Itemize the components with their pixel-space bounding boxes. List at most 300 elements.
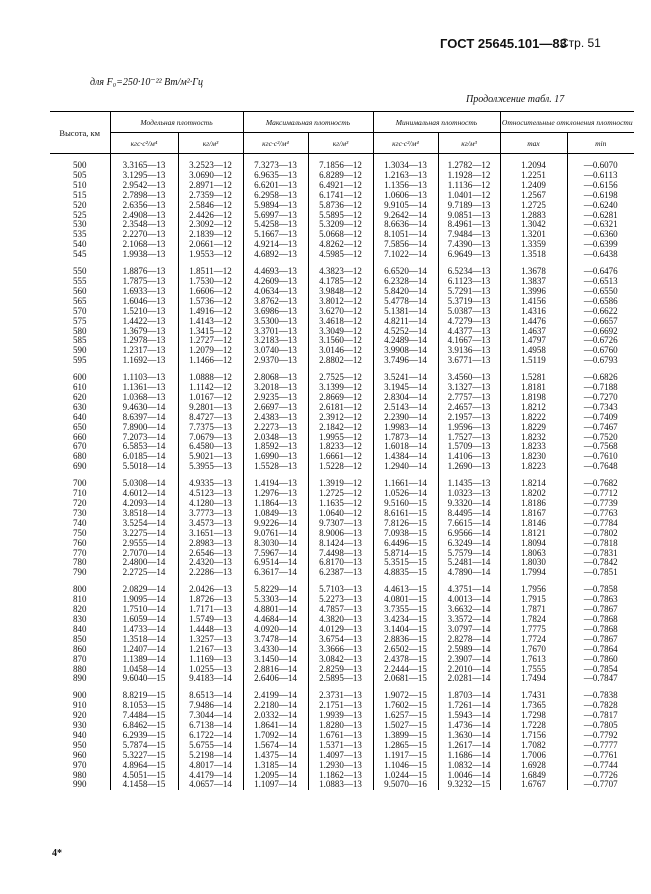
cell-min-kg: 9.0851—13 <box>438 211 500 221</box>
cell-max-kg: 4.8262—12 <box>308 240 373 250</box>
cell-rel-max: 1.2409 <box>500 181 567 191</box>
cell-rel-max: 1.8223 <box>500 462 567 472</box>
cell-min-kgs: 1.0526—14 <box>373 489 438 499</box>
cell-min-kg: 9.3232—15 <box>438 780 500 790</box>
cell-model-kgs: 2.6356—13 <box>110 201 178 211</box>
cell-min-kgs: 4.2489—14 <box>373 336 438 346</box>
cell-min-kg: 3.9136—13 <box>438 346 500 356</box>
cell-rel-min: —0.6360 <box>567 230 634 240</box>
cell-height: 990 <box>73 779 87 790</box>
cell-rel-min: —0.7805 <box>567 721 634 731</box>
cell-min-kg: 1.3630—14 <box>438 731 500 741</box>
cell-height: 565 <box>73 295 87 306</box>
cell-max-kg: 3.3049—12 <box>308 327 373 337</box>
cell-min-kg: 3.3572—14 <box>438 615 500 625</box>
cell-height: 505 <box>73 169 87 180</box>
cell-rel-max: 1.7613 <box>500 655 567 665</box>
cell-max-kg: 7.4498—13 <box>308 549 373 559</box>
cell-max-kgs: 8.3030—14 <box>243 539 308 549</box>
cell-rel-max: 1.2725 <box>500 201 567 211</box>
cell-max-kgs: 1.6990—13 <box>243 452 308 462</box>
unit-rel-max: max <box>500 133 567 154</box>
continuation-note: Продолжение табл. 17 <box>466 94 565 105</box>
cell-min-kgs: 1.1046—15 <box>373 761 438 771</box>
cell-max-kg: 2.6181—12 <box>308 403 373 413</box>
cell-model-kg: 1.4916—12 <box>178 307 243 317</box>
cell-max-kg: 3.0842—13 <box>308 655 373 665</box>
cell-min-kg: 2.5989—14 <box>438 645 500 655</box>
cell-min-kgs: 5.8420—14 <box>373 287 438 297</box>
cell-max-kgs: 1.8641—14 <box>243 721 308 731</box>
cell-rel-max: 1.8202 <box>500 489 567 499</box>
cell-min-kg: 7.4390—13 <box>438 240 500 250</box>
unit-model-kg: кг/м³ <box>178 133 243 154</box>
cell-max-kgs: 3.1450—14 <box>243 655 308 665</box>
cell-model-kgs: 2.2725—14 <box>110 568 178 578</box>
cell-model-kgs: 1.9938—13 <box>110 250 178 260</box>
cell-max-kg: 5.2273—13 <box>308 595 373 605</box>
header-rel: Относительные отклонения плотности <box>500 112 634 133</box>
cell-rel-min: —0.6321 <box>567 220 634 230</box>
cell-min-kg: 1.1435—13 <box>438 479 500 489</box>
cell-max-kgs: 1.2095—14 <box>243 771 308 781</box>
cell-max-kgs: 2.0332—14 <box>243 711 308 721</box>
table-row <box>50 780 634 790</box>
cell-max-kgs: 5.8229—14 <box>243 585 308 595</box>
cell-model-kgs: 2.4800—14 <box>110 558 178 568</box>
cell-model-kgs: 4.6012—14 <box>110 489 178 499</box>
cell-rel-min: —0.7343 <box>567 403 634 413</box>
cell-model-kg: 1.8726—13 <box>178 595 243 605</box>
cell-rel-max: 1.3518 <box>500 250 567 260</box>
cell-height: 500 <box>73 160 87 170</box>
cell-min-kgs: 1.5027—15 <box>373 721 438 731</box>
cell-max-kg: 2.3731—13 <box>308 691 373 701</box>
cell-model-kgs: 9.6040—15 <box>110 674 178 684</box>
cell-model-kg: 1.2079—12 <box>178 346 243 356</box>
cell-model-kg: 1.9553—12 <box>178 250 243 260</box>
cell-height: 510 <box>73 179 87 190</box>
cell-model-kgs: 1.0368—13 <box>110 393 178 403</box>
cell-max-kg: 2.7525—12 <box>308 373 373 383</box>
cell-height: 880 <box>73 663 87 674</box>
cell-rel-max: 1.7082 <box>500 741 567 751</box>
cell-height: 840 <box>73 623 87 634</box>
cell-model-kgs: 2.3548—13 <box>110 220 178 230</box>
table-row <box>50 250 634 260</box>
cell-min-kg: 8.4495—14 <box>438 509 500 519</box>
cell-max-kg: 4.7857—13 <box>308 605 373 615</box>
unit-rel-min: min <box>567 133 634 154</box>
cell-rel-max: 1.8233 <box>500 442 567 452</box>
cell-model-kg: 1.0167—12 <box>178 393 243 403</box>
cell-model-kg: 1.2727—12 <box>178 336 243 346</box>
cell-min-kgs: 7.1022—14 <box>373 250 438 260</box>
cell-min-kgs: 6.6520—14 <box>373 267 438 277</box>
cell-max-kgs: 1.2976—13 <box>243 489 308 499</box>
cell-min-kgs: 1.4384—14 <box>373 452 438 462</box>
cell-model-kg: 4.5123—13 <box>178 489 243 499</box>
cell-height: 770 <box>73 547 87 558</box>
header-model: Модельная плотность <box>110 112 243 133</box>
cell-min-kg: 1.4736—14 <box>438 721 500 731</box>
table-header <box>50 112 634 154</box>
cell-min-kg: 6.1123—13 <box>438 277 500 287</box>
unit-min-kgs: кгс·с²/м⁴ <box>373 133 438 154</box>
cell-max-kgs: 3.0740—13 <box>243 346 308 356</box>
cell-model-kgs: 5.0308—14 <box>110 479 178 489</box>
table-row <box>50 356 634 366</box>
cell-max-kg: 4.1785—12 <box>308 277 373 287</box>
unit-max-kg: кг/м³ <box>308 133 373 154</box>
cell-rel-min: —0.7648 <box>567 462 634 472</box>
cell-max-kgs: 1.4194—13 <box>243 479 308 489</box>
cell-rel-min: —0.6760 <box>567 346 634 356</box>
cell-min-kg: 1.0832—14 <box>438 761 500 771</box>
cell-max-kgs: 2.6406—14 <box>243 674 308 684</box>
cell-model-kg: 5.6755—14 <box>178 741 243 751</box>
page-number: Стр. 51 <box>560 36 601 50</box>
cell-rel-min: —0.7777 <box>567 741 634 751</box>
cell-model-kg: 2.7359—12 <box>178 191 243 201</box>
cell-max-kgs: 5.1667—13 <box>243 230 308 240</box>
cell-max-kgs: 6.2958—13 <box>243 191 308 201</box>
cell-height: 515 <box>73 189 87 200</box>
header-min: Минимальная плотность <box>373 112 500 133</box>
cell-height: 620 <box>73 391 87 402</box>
cell-model-kg: 4.9335—13 <box>178 479 243 489</box>
cell-model-kgs: 1.8876—13 <box>110 267 178 277</box>
cell-min-kgs: 2.5143—14 <box>373 403 438 413</box>
cell-min-kgs: 1.1356—13 <box>373 181 438 191</box>
cell-min-kgs: 2.6502—15 <box>373 645 438 655</box>
cell-min-kgs: 3.5241—14 <box>373 373 438 383</box>
cell-min-kgs: 1.9983—14 <box>373 423 438 433</box>
cell-model-kgs: 8.6397—14 <box>110 413 178 423</box>
cell-height: 960 <box>73 749 87 760</box>
cell-rel-min: —0.6156 <box>567 181 634 191</box>
cell-model-kgs: 5.7874—15 <box>110 741 178 751</box>
cell-height: 800 <box>73 584 87 595</box>
cell-max-kg: 3.1560—12 <box>308 336 373 346</box>
cell-rel-max: 1.5119 <box>500 356 567 366</box>
cell-rel-max: 1.7775 <box>500 625 567 635</box>
cell-min-kgs: 1.6018—14 <box>373 442 438 452</box>
cell-model-kg: 9.2801—13 <box>178 403 243 413</box>
cell-max-kg: 2.8802—12 <box>308 356 373 366</box>
cell-height: 580 <box>73 325 87 336</box>
cell-model-kgs: 2.7898—13 <box>110 191 178 201</box>
cell-model-kg: 7.9486—14 <box>178 701 243 711</box>
cell-min-kg: 2.7757—13 <box>438 393 500 403</box>
cell-rel-max: 1.8186 <box>500 499 567 509</box>
cell-height: 575 <box>73 315 87 326</box>
cell-model-kg: 2.6546—13 <box>178 549 243 559</box>
cell-model-kg: 1.3415—12 <box>178 327 243 337</box>
cell-max-kg: 3.1399—12 <box>308 383 373 393</box>
cell-rel-max: 1.2251 <box>500 171 567 181</box>
cell-height: 910 <box>73 700 87 711</box>
cell-rel-min: —0.7610 <box>567 452 634 462</box>
cell-max-kg: 5.5895—12 <box>308 211 373 221</box>
cell-max-kg: 1.6761—13 <box>308 731 373 741</box>
cell-max-kg: 3.4618—12 <box>308 317 373 327</box>
cell-min-kg: 3.4560—13 <box>438 373 500 383</box>
cell-height: 525 <box>73 209 87 220</box>
cell-min-kgs: 5.4778—14 <box>373 297 438 307</box>
cell-model-kgs: 2.9555—14 <box>110 539 178 549</box>
cell-max-kg: 3.6754—13 <box>308 635 373 645</box>
cell-model-kg: 2.1839—12 <box>178 230 243 240</box>
cell-height: 650 <box>73 421 87 432</box>
cell-rel-min: —0.7868 <box>567 625 634 635</box>
cell-max-kg: 2.1842—12 <box>308 423 373 433</box>
cell-min-kgs: 2.2390—14 <box>373 413 438 423</box>
cell-height: 640 <box>73 411 87 422</box>
cell-min-kg: 1.1686—14 <box>438 751 500 761</box>
cell-min-kg: 1.5709—13 <box>438 442 500 452</box>
cell-min-kg: 4.4377—13 <box>438 327 500 337</box>
cell-height: 740 <box>73 517 87 528</box>
cell-min-kgs: 2.8304—14 <box>373 393 438 403</box>
cell-min-kg: 1.0323—13 <box>438 489 500 499</box>
cell-max-kg: 1.1635—12 <box>308 499 373 509</box>
cell-height: 700 <box>73 478 87 489</box>
cell-rel-min: —0.7863 <box>567 595 634 605</box>
cell-min-kgs: 2.0681—15 <box>373 674 438 684</box>
cell-rel-min: —0.7828 <box>567 701 634 711</box>
cell-min-kgs: 7.0938—15 <box>373 529 438 539</box>
cell-max-kgs: 1.8592—13 <box>243 442 308 452</box>
cell-rel-max: 1.8167 <box>500 509 567 519</box>
cell-max-kg: 3.9848—12 <box>308 287 373 297</box>
cell-min-kgs: 8.6161—15 <box>373 509 438 519</box>
cell-min-kgs: 9.5070—16 <box>373 780 438 790</box>
cell-height: 900 <box>73 690 87 701</box>
cell-min-kg: 2.2010—14 <box>438 665 500 675</box>
cell-min-kgs: 1.0244—15 <box>373 771 438 781</box>
cell-max-kg: 1.2725—12 <box>308 489 373 499</box>
cell-height: 830 <box>73 613 87 624</box>
cell-rel-min: —0.7188 <box>567 383 634 393</box>
cell-max-kgs: 3.2183—13 <box>243 336 308 346</box>
cell-min-kg: 4.7890—14 <box>438 568 500 578</box>
cell-model-kg: 7.3044—14 <box>178 711 243 721</box>
cell-model-kgs: 2.9542—13 <box>110 181 178 191</box>
cell-max-kgs: 2.2180—14 <box>243 701 308 711</box>
cell-max-kgs: 5.4258—13 <box>243 220 308 230</box>
cell-rel-max: 1.8063 <box>500 549 567 559</box>
cell-min-kg: 1.2782—12 <box>438 161 500 171</box>
cell-model-kgs: 4.8964—15 <box>110 761 178 771</box>
cell-rel-min: —0.7520 <box>567 433 634 443</box>
cell-model-kgs: 3.5254—14 <box>110 519 178 529</box>
cell-rel-max: 1.3201 <box>500 230 567 240</box>
cell-height: 555 <box>73 275 87 286</box>
cell-max-kgs: 6.9635—13 <box>243 171 308 181</box>
cell-min-kg: 2.0281—14 <box>438 674 500 684</box>
cell-rel-min: —0.6240 <box>567 201 634 211</box>
cell-min-kgs: 7.8126—15 <box>373 519 438 529</box>
cell-min-kg: 2.4657—13 <box>438 403 500 413</box>
cell-min-kg: 1.5943—14 <box>438 711 500 721</box>
cell-height: 670 <box>73 441 87 452</box>
cell-height: 545 <box>73 249 87 260</box>
cell-model-kg: 7.7375—13 <box>178 423 243 433</box>
cell-model-kgs: 2.7070—14 <box>110 549 178 559</box>
cell-model-kgs: 1.9095—14 <box>110 595 178 605</box>
cell-max-kg: 3.6270—12 <box>308 307 373 317</box>
cell-height: 610 <box>73 382 87 393</box>
cell-max-kg: 8.9006—13 <box>308 529 373 539</box>
cell-min-kgs: 7.5856—14 <box>373 240 438 250</box>
cell-rel-min: —0.7847 <box>567 674 634 684</box>
cell-rel-min: —0.6657 <box>567 317 634 327</box>
cell-min-kg: 1.0401—12 <box>438 191 500 201</box>
cell-rel-min: —0.7818 <box>567 539 634 549</box>
cell-max-kgs: 6.6201—13 <box>243 181 308 191</box>
cell-max-kgs: 2.4199—14 <box>243 691 308 701</box>
cell-rel-max: 1.4797 <box>500 336 567 346</box>
cell-min-kgs: 1.9072—15 <box>373 691 438 701</box>
cell-rel-max: 1.8094 <box>500 539 567 549</box>
cell-height: 710 <box>73 488 87 499</box>
cell-min-kgs: 1.7873—14 <box>373 433 438 443</box>
cell-min-kg: 1.0046—14 <box>438 771 500 781</box>
cell-model-kg: 1.0888—12 <box>178 373 243 383</box>
cell-max-kgs: 4.9214—13 <box>243 240 308 250</box>
cell-model-kgs: 3.2275—14 <box>110 529 178 539</box>
cell-max-kgs: 5.6997—13 <box>243 211 308 221</box>
signature-mark: 4* <box>52 848 62 859</box>
cell-rel-max: 1.3837 <box>500 277 567 287</box>
cell-rel-min: —0.6826 <box>567 373 634 383</box>
cell-model-kgs: 8.1053—15 <box>110 701 178 711</box>
cell-max-kgs: 6.9514—14 <box>243 558 308 568</box>
cell-max-kgs: 1.5674—14 <box>243 741 308 751</box>
cell-max-kg: 4.0129—13 <box>308 625 373 635</box>
cell-height: 890 <box>73 673 87 684</box>
cell-model-kg: 6.1722—14 <box>178 731 243 741</box>
cell-model-kg: 1.0255—13 <box>178 665 243 675</box>
cell-model-kg: 8.6513—14 <box>178 691 243 701</box>
cell-model-kg: 1.7530—12 <box>178 277 243 287</box>
cell-max-kgs: 6.3617—14 <box>243 568 308 578</box>
cell-rel-max: 1.8121 <box>500 529 567 539</box>
cell-model-kg: 2.8983—13 <box>178 539 243 549</box>
cell-max-kg: 1.8280—13 <box>308 721 373 731</box>
cell-model-kgs: 1.7875—13 <box>110 277 178 287</box>
cell-min-kg: 2.3907—14 <box>438 655 500 665</box>
cell-min-kgs: 1.1661—14 <box>373 479 438 489</box>
cell-model-kg: 6.7138—14 <box>178 721 243 731</box>
cell-min-kgs: 8.1051—14 <box>373 230 438 240</box>
cell-height: 690 <box>73 461 87 472</box>
cell-model-kgs: 5.5018—14 <box>110 462 178 472</box>
cell-model-kg: 1.5749—13 <box>178 615 243 625</box>
cell-model-kgs: 1.6933—13 <box>110 287 178 297</box>
cell-model-kgs: 7.8900—14 <box>110 423 178 433</box>
cell-rel-min: —0.7726 <box>567 771 634 781</box>
cell-rel-max: 1.7824 <box>500 615 567 625</box>
cell-rel-max: 1.7555 <box>500 665 567 675</box>
cell-rel-max: 1.6928 <box>500 761 567 771</box>
cell-min-kgs: 4.0801—15 <box>373 595 438 605</box>
cell-rel-min: —0.7868 <box>567 615 634 625</box>
cell-min-kgs: 2.8836—15 <box>373 635 438 645</box>
unit-min-kg: кг/м³ <box>438 133 500 154</box>
cell-max-kgs: 1.0849—13 <box>243 509 308 519</box>
cell-min-kg: 1.7527—13 <box>438 433 500 443</box>
cell-model-kg: 1.6606—12 <box>178 287 243 297</box>
cell-rel-min: —0.7802 <box>567 529 634 539</box>
cell-min-kg: 6.5234—13 <box>438 267 500 277</box>
cell-model-kgs: 1.1389—14 <box>110 655 178 665</box>
cell-max-kg: 4.5985—12 <box>308 250 373 260</box>
cell-rel-max: 1.7156 <box>500 731 567 741</box>
cell-height: 660 <box>73 431 87 442</box>
cell-rel-max: 1.8230 <box>500 452 567 462</box>
cell-model-kgs: 4.2093—14 <box>110 499 178 509</box>
cell-max-kg: 1.8233—12 <box>308 442 373 452</box>
cell-min-kgs: 3.4234—15 <box>373 615 438 625</box>
cell-rel-min: —0.7761 <box>567 751 634 761</box>
cell-rel-max: 1.5281 <box>500 373 567 383</box>
cell-rel-max: 1.2883 <box>500 211 567 221</box>
cell-min-kg: 3.0797—14 <box>438 625 500 635</box>
cell-min-kg: 9.3320—14 <box>438 499 500 509</box>
cell-max-kg: 2.1751—13 <box>308 701 373 711</box>
cell-min-kg: 3.1327—13 <box>438 383 500 393</box>
cell-height: 790 <box>73 567 87 578</box>
cell-rel-min: —0.6281 <box>567 211 634 221</box>
cell-max-kg: 9.7307—13 <box>308 519 373 529</box>
cell-model-kgs: 1.1361—13 <box>110 383 178 393</box>
table-row <box>50 317 634 327</box>
cell-model-kgs: 2.1068—13 <box>110 240 178 250</box>
cell-min-kg: 4.7279—13 <box>438 317 500 327</box>
cell-max-kgs: 1.1097—14 <box>243 780 308 790</box>
cell-model-kgs: 1.6059—14 <box>110 615 178 625</box>
cell-max-kgs: 4.4693—13 <box>243 267 308 277</box>
cell-rel-min: —0.7763 <box>567 509 634 519</box>
table-row <box>50 674 634 684</box>
cell-rel-min: —0.7817 <box>567 711 634 721</box>
cell-model-kgs: 8.8219—15 <box>110 691 178 701</box>
cell-max-kgs: 2.9235—13 <box>243 393 308 403</box>
cell-model-kg: 2.0661—12 <box>178 240 243 250</box>
cell-height: 870 <box>73 653 87 664</box>
cell-model-kg: 1.7171—13 <box>178 605 243 615</box>
cell-max-kgs: 2.2273—13 <box>243 423 308 433</box>
cell-max-kgs: 3.8762—13 <box>243 297 308 307</box>
cell-max-kg: 3.3666—13 <box>308 645 373 655</box>
cell-rel-max: 1.2094 <box>500 161 567 171</box>
cell-min-kgs: 1.2940—14 <box>373 462 438 472</box>
table-row <box>50 655 634 665</box>
cell-rel-min: —0.6438 <box>567 250 634 260</box>
cell-min-kg: 2.1957—13 <box>438 413 500 423</box>
cell-rel-min: —0.7831 <box>567 549 634 559</box>
cell-max-kg: 5.0668—12 <box>308 230 373 240</box>
cell-max-kgs: 1.4375—14 <box>243 751 308 761</box>
cell-height: 630 <box>73 401 87 412</box>
cell-min-kg: 4.1667—13 <box>438 336 500 346</box>
cell-min-kgs: 1.6257—15 <box>373 711 438 721</box>
cell-rel-min: —0.7409 <box>567 413 634 423</box>
cell-rel-max: 1.8030 <box>500 558 567 568</box>
cell-max-kg: 2.8669—12 <box>308 393 373 403</box>
